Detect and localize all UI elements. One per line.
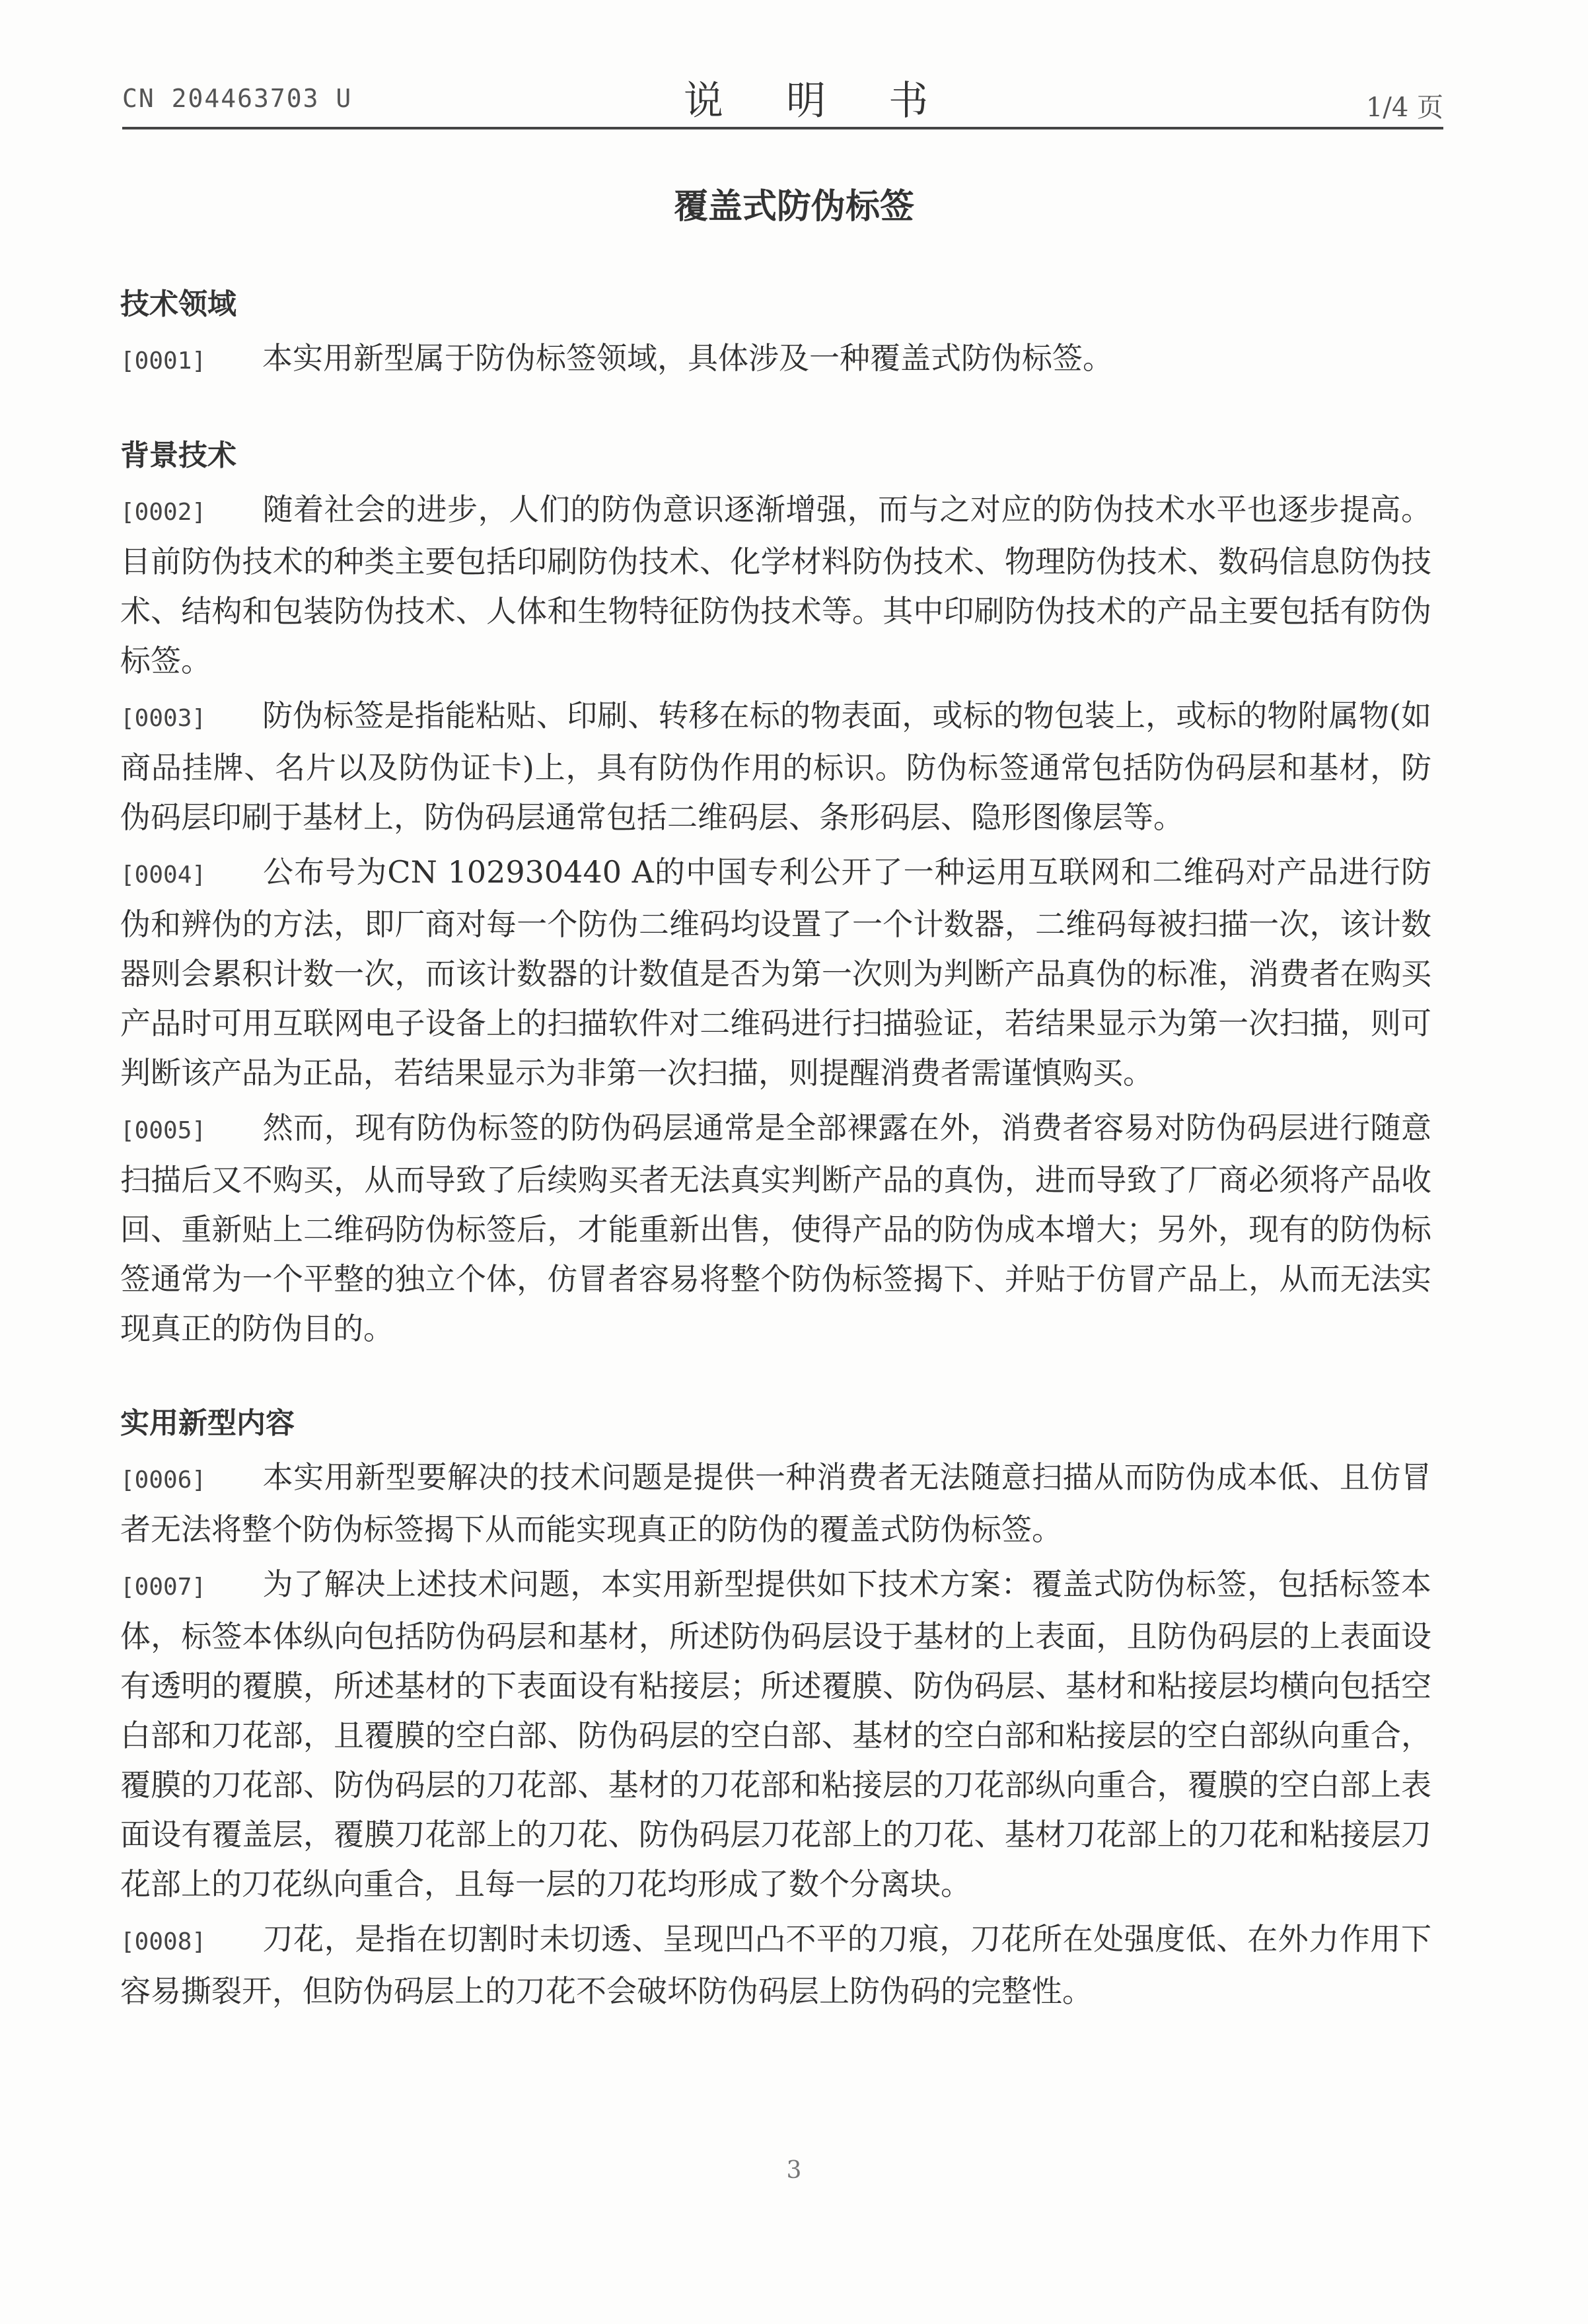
paragraph-number: [0005] (120, 1117, 207, 1144)
paragraph-text: 公布号为CN 102930440 A的中国专利公开了一种运用互联网和二维码对产品进行防伪和辨伪的方法，即厂商对每一个防伪二维码均设置了一个计数器，二维码每被扫描一次，该计数器则会累积计数一次，而该计数器的计数值是否为第一次则为判断产品真伪的标准，消费者在购买产品时可用互联网电子设备上的扫描软件对二维码进行扫描验证，若结果显示为第一次扫描，则可判断该产品为正品，若结果显示为非第一次扫描，则提醒消费者需谨慎购买。 (120, 854, 1431, 1091)
paragraph-number: [0001] (120, 347, 207, 375)
paragraph-text: 本实用新型要解决的技术问题是提供一种消费者无法随意扫描从而防伪成本低、且仿冒者无法将整个防伪标签揭下从而能实现真正的防伪的覆盖式防伪标签。 (120, 1459, 1431, 1547)
paragraph (120, 485, 1431, 686)
page-number: 3 (786, 2157, 802, 2184)
paragraph (120, 1914, 1431, 2016)
paragraph-number: [0007] (120, 1574, 207, 1601)
paragraph-text: 为了解决上述技术问题，本实用新型提供如下技术方案：覆盖式防伪标签，包括标签本体，标签本体纵向包括防伪码层和基材，所述防伪码层设于基材的上表面，且防伪码层的上表面设有透明的覆膜，所述基材的下表面设有粘接层；所述覆膜、防伪码层、基材和粘接层均横向包括空白部和刀花部，且覆膜的空白部、防伪码层的空白部、基材的空白部和粘接层的空白部纵向重合，覆膜的刀花部、防伪码层的刀花部、基材的刀花部和粘接层的刀花部纵向重合，覆膜的空白部上表面设有覆盖层，覆膜刀花部上的刀花、防伪码层刀花部上的刀花、基材刀花部上的刀花和粘接层刀花部上的刀花纵向重合，且每一层的刀花均形成了数个分离块。 (120, 1566, 1431, 1902)
paragraph-text: 刀花，是指在切割时未切透、呈现凹凸不平的刀痕，刀花所在处强度低、在外力作用下容易撕裂开，但防伪码层上的刀花不会破坏防伪码层上防伪码的完整性。 (120, 1921, 1431, 2009)
paragraph (120, 691, 1431, 842)
paragraph-number: [0002] (120, 499, 207, 526)
paragraph (120, 1560, 1431, 1909)
header-rule (122, 127, 1443, 129)
paragraph-number: [0004] (120, 861, 207, 889)
document-title: 说 明 书 (684, 78, 954, 124)
paragraph-text: 然而，现有防伪标签的防伪码层通常是全部裸露在外，消费者容易对防伪码层进行随意扫描后又不购买，从而导致了后续购买者无法真实判断产品的真伪，进而导致了厂商必须将产品收回、重新贴上二维码防伪标签后，才能重新出售，使得产品的防伪成本增大；另外，现有的防伪标签通常为一个平整的独立个体，仿冒者容易将整个防伪标签揭下、并贴于仿冒产品上，从而无法实现真正的防伪目的。 (120, 1110, 1431, 1346)
paragraph (120, 334, 1431, 386)
section-heading-technical-field: 技术领域 (120, 287, 236, 321)
paragraph-text: 随着社会的进步，人们的防伪意识逐渐增强，而与之对应的防伪技术水平也逐步提高。目前防伪技术的种类主要包括印刷防伪技术、化学材料防伪技术、物理防伪技术、数码信息防伪技术、结构和包装防伪技术、人体和生物特征防伪技术等。其中印刷防伪技术的产品主要包括有防伪标签。 (120, 491, 1431, 678)
document-body (120, 281, 1431, 2016)
paragraph-text: 本实用新型属于防伪标签领域，具体涉及一种覆盖式防伪标签。 (262, 340, 1113, 376)
paragraph-number: [0003] (120, 705, 207, 732)
document-main-title: 覆盖式防伪标签 (673, 187, 914, 227)
page-indicator: 1/4 页 (1365, 92, 1443, 123)
publication-number: CN 204463703 U (122, 84, 353, 113)
paragraph-number: [0006] (120, 1467, 207, 1494)
paragraph (120, 848, 1431, 1098)
page-header (122, 63, 1443, 129)
section-heading-utility-content: 实用新型内容 (120, 1406, 295, 1440)
paragraph-text: 防伪标签是指能粘贴、印刷、转移在标的物表面，或标的物包装上，或标的物附属物(如商品挂牌、名片以及防伪证卡)上，具有防伪作用的标识。防伪标签通常包括防伪码层和基材，防伪码层印刷于基材上，防伪码层通常包括二维码层、条形码层、隐形图像层等。 (120, 698, 1431, 835)
paragraph (120, 1103, 1431, 1354)
paragraph (120, 1453, 1431, 1554)
section-heading-background: 背景技术 (120, 439, 236, 472)
paragraph-number: [0008] (120, 1928, 207, 1955)
